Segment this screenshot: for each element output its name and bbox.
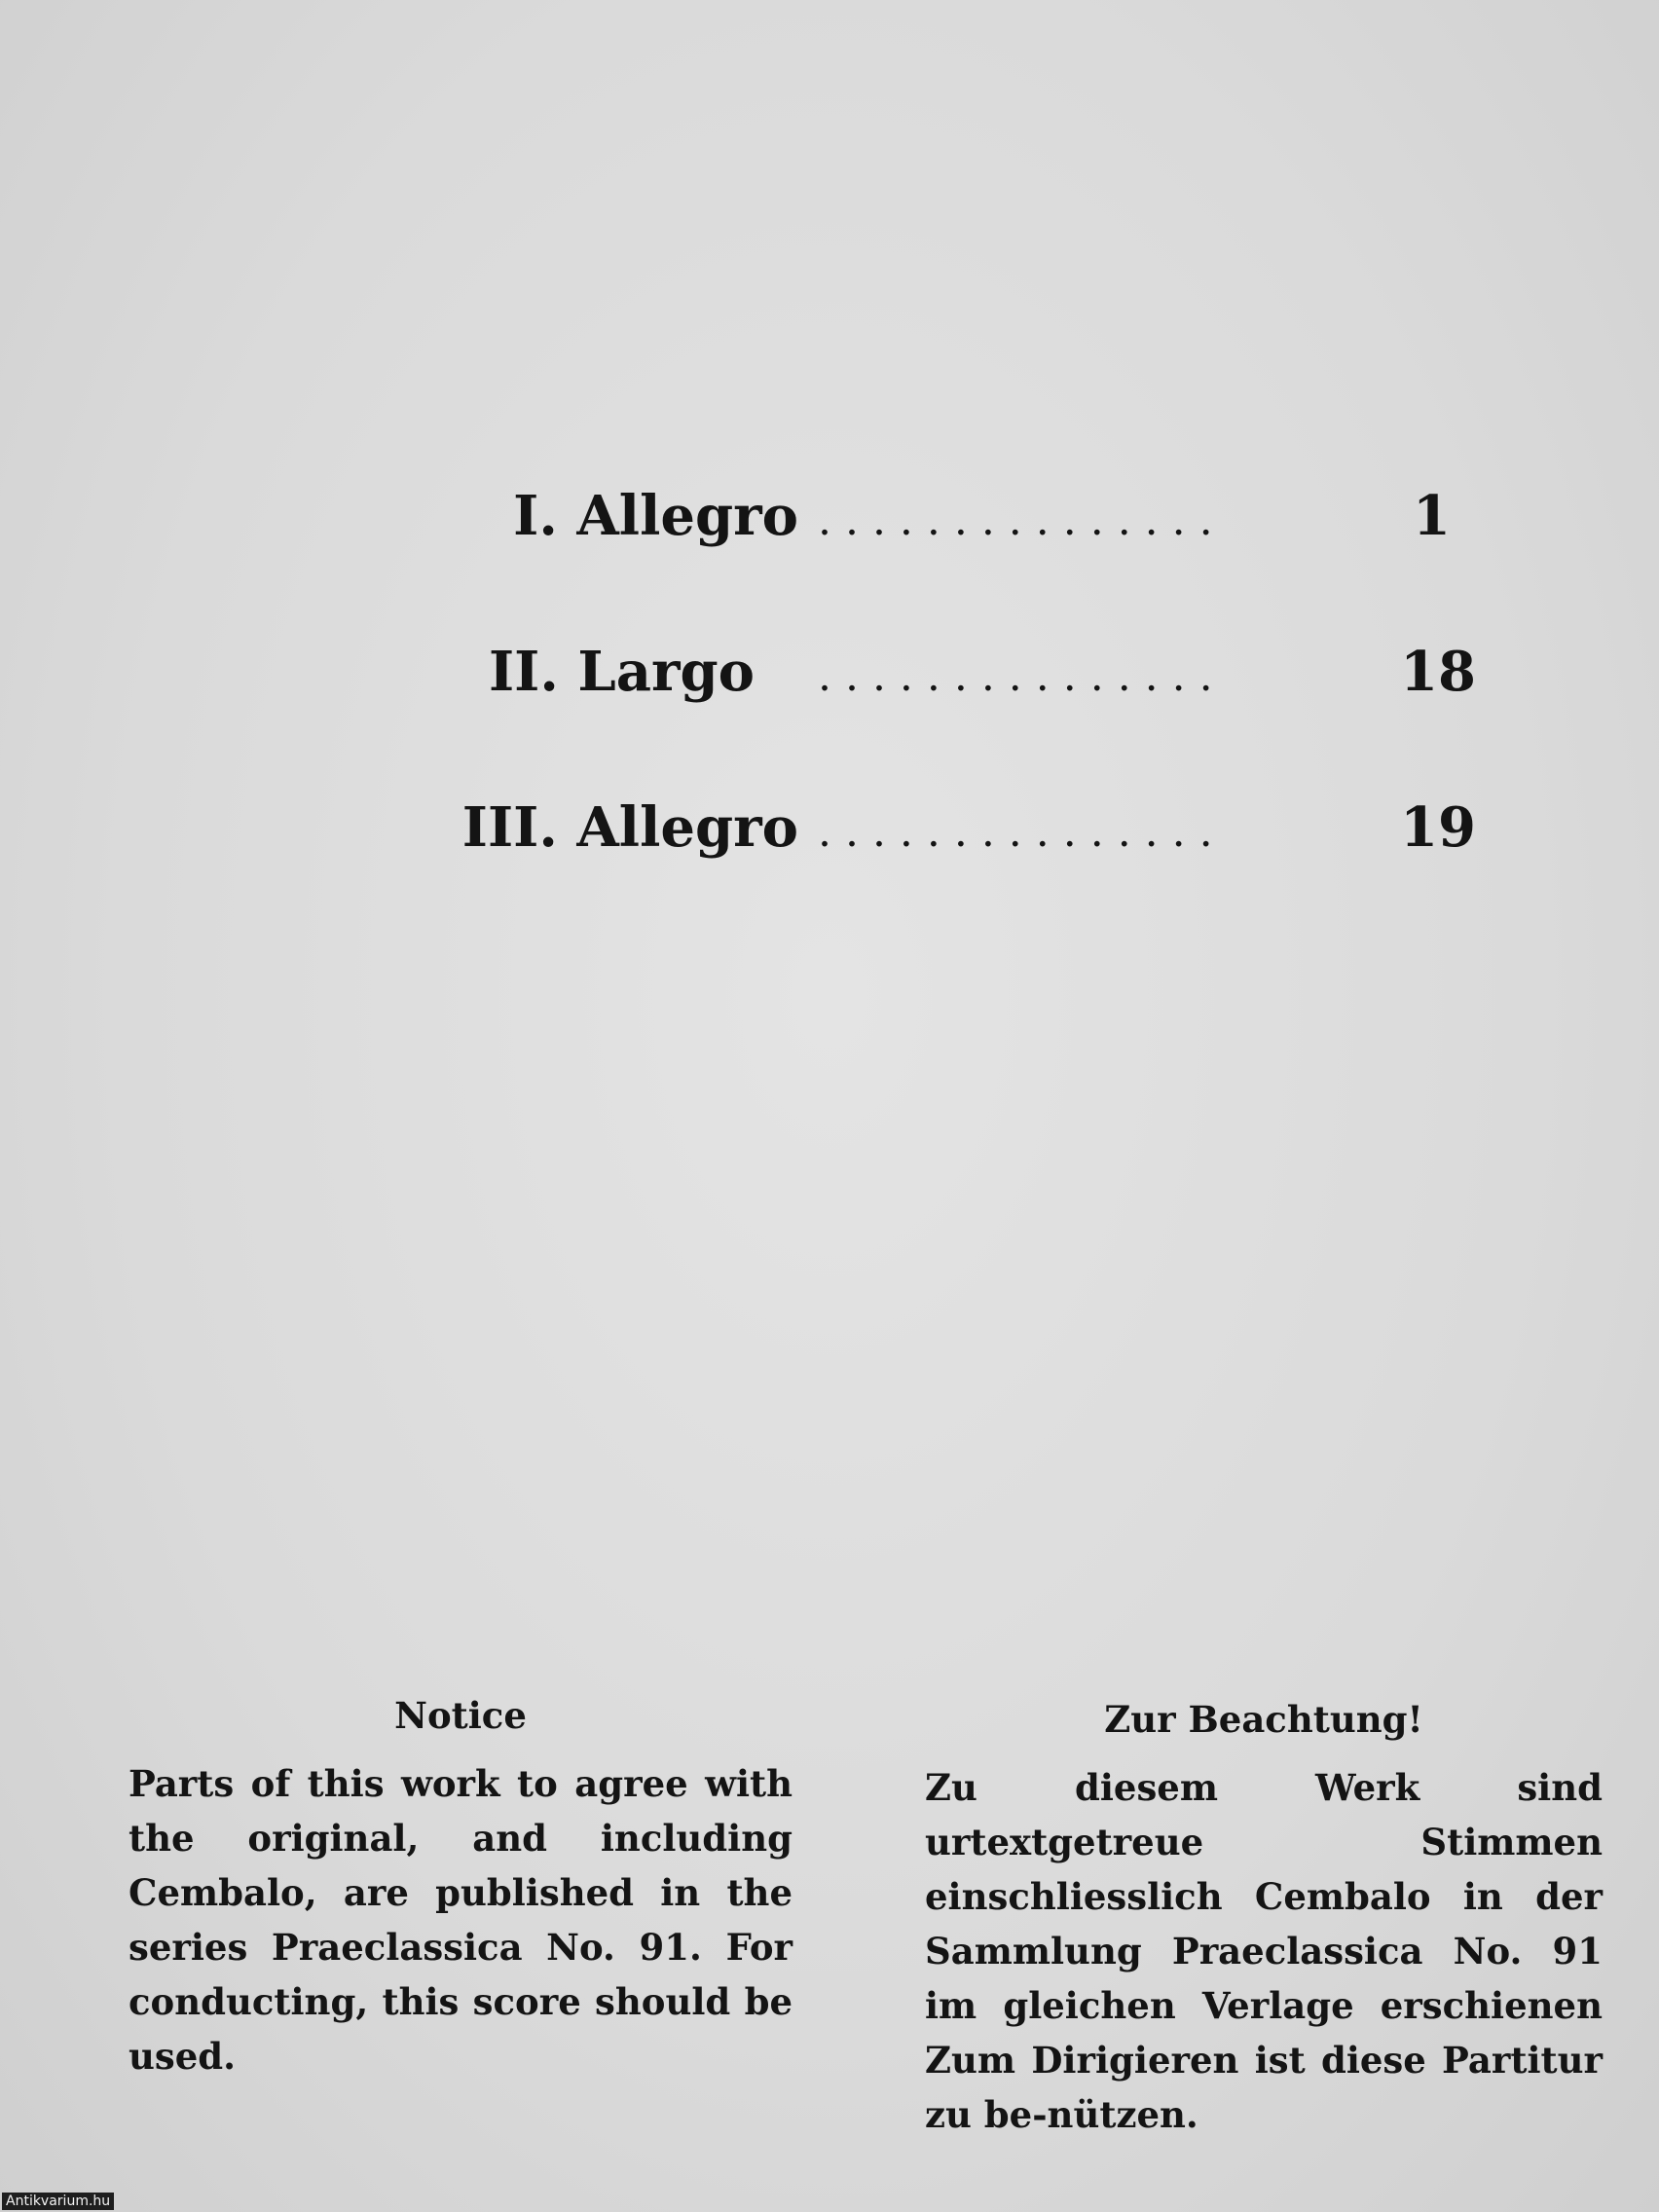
toc-row-1 <box>243 472 1480 560</box>
toc-movement-title: III. Allegro <box>461 795 798 860</box>
toc-row-3 <box>243 784 1480 871</box>
notice-body: Zu diesem Werk sind urtextgetreue Stimmen einschliesslich Cembalo in der Sammlung Praeclassica No. 91 im gleichen Verlage erschienen Zum Dirigieren ist diese Partitur zu be-nützen. <box>925 1766 1603 2136</box>
toc-leader-dots: . . . . . . . . . . . . . . . <box>818 651 1213 701</box>
toc-page-number: 1 <box>1413 484 1451 548</box>
toc-movement-title: I. Allegro <box>513 484 798 548</box>
watermark: Antikvarium.hu <box>2 2193 114 2210</box>
toc-leader-dots: . . . . . . . . . . . . . . . <box>818 496 1213 545</box>
toc-row-2 <box>243 628 1480 716</box>
notice-heading: Notice <box>394 1694 527 1737</box>
toc-page-number: 19 <box>1400 795 1476 860</box>
toc-leader-dots: . . . . . . . . . . . . . . . <box>818 807 1213 857</box>
notice-heading: Zur Beachtung! <box>1104 1698 1423 1741</box>
toc-movement-title: II. Largo <box>488 640 755 704</box>
notice-english <box>129 1692 793 2083</box>
notice-body: Parts of this work to agree with the original, and including Cembalo, are published in the series Praeclassica No. 91. For conducting, this score should be used. <box>129 1762 793 2078</box>
notice-german <box>925 1696 1603 2142</box>
toc-page-number: 18 <box>1400 640 1476 704</box>
